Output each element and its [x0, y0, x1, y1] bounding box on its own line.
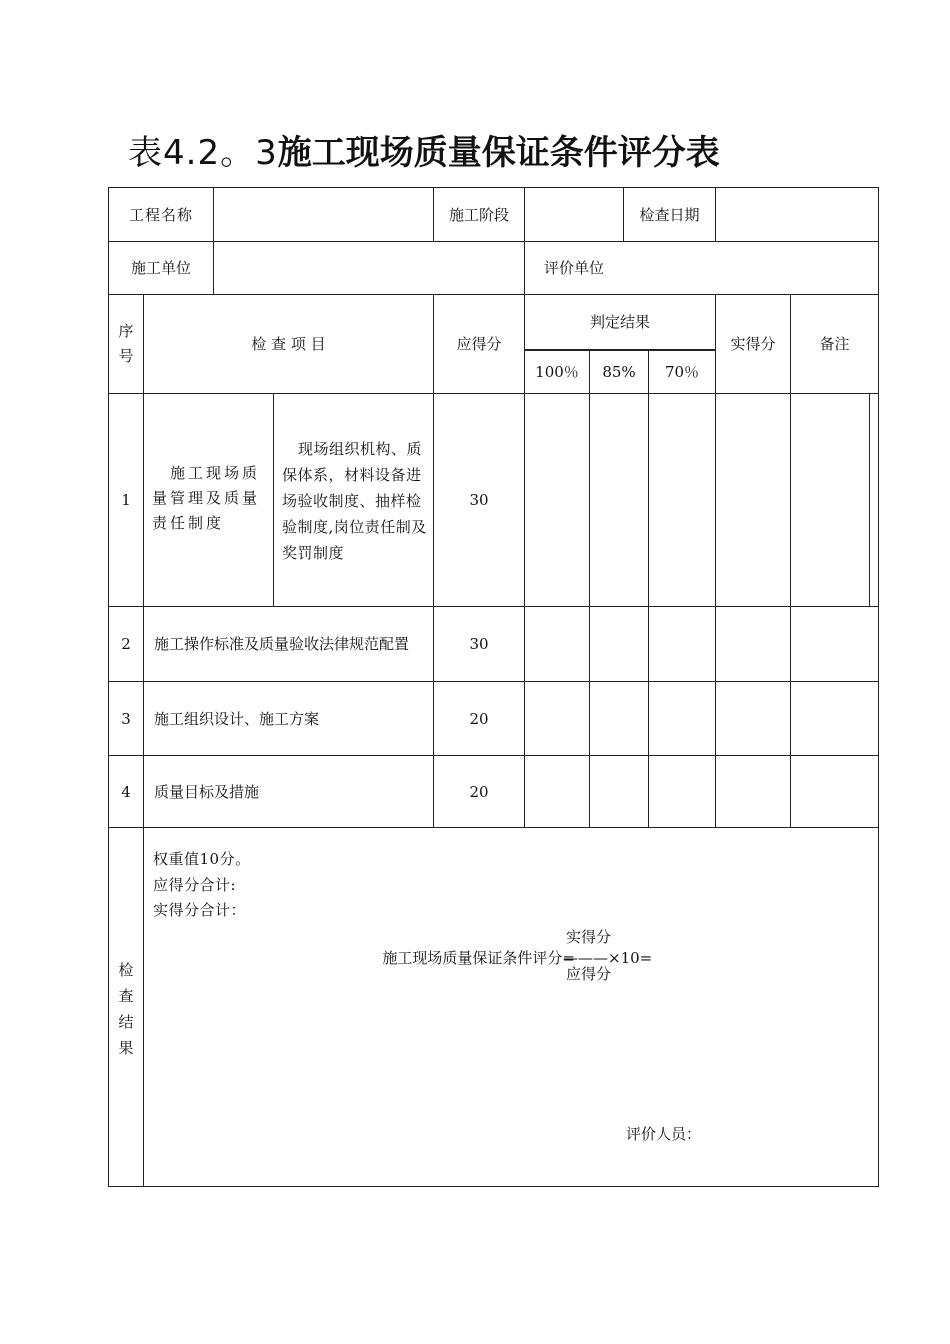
col-actual-score: 实得分: [730, 335, 776, 353]
table-line: [273, 393, 274, 606]
project-name-label: 工程名称: [128, 205, 193, 224]
result-actual-total: 实得分合计：: [153, 901, 247, 919]
result-should-total: 应得分合计:: [153, 876, 237, 894]
stage-value: [525, 188, 623, 241]
result-weight: 权重值10分。: [153, 850, 251, 868]
check-date-label: 检查日期: [639, 205, 700, 224]
title-prefix: 表4.2。3: [128, 133, 278, 173]
row-3-item: 施工组织设计、施工方案: [154, 709, 320, 728]
col-85: 85%: [602, 363, 636, 381]
row-1-item: 施工现场质量管理及质量责任制度: [152, 464, 261, 532]
row-4-seq: 4: [121, 782, 131, 801]
col-remark: 备注: [819, 335, 850, 353]
row-1-seq: 1: [121, 491, 131, 509]
col-should-score: 应得分: [456, 335, 502, 353]
table-line: [878, 187, 879, 1187]
table-line: [108, 827, 879, 828]
unit-value: [214, 242, 524, 294]
evaluator-label: 评价人员：: [626, 1125, 702, 1143]
row-1-detail: 现场组织机构、质保体系，材料设备进场验收制度、抽样检验制度,岗位责任制及奖罚制度: [282, 440, 427, 562]
eval-unit-value: [624, 242, 878, 294]
col-100: 100％: [535, 363, 579, 381]
col-seq: 序号: [118, 322, 134, 365]
formula-denominator: 应得分: [566, 965, 612, 983]
row-2-seq: 2: [121, 635, 131, 653]
formula-numerator: 实得分: [566, 928, 612, 946]
row-2-score: 30: [469, 635, 489, 653]
row-4-score: 20: [469, 782, 489, 801]
col-70: 70％: [664, 363, 700, 381]
col-item: 检 查 项 目: [251, 335, 326, 353]
row-1-score: 30: [469, 491, 489, 509]
col-judgement: 判定结果: [589, 313, 650, 331]
table-line: [589, 349, 590, 827]
table-line: [108, 1186, 879, 1187]
formula-left: 施工现场质量保证条件评分=: [382, 949, 575, 967]
result-label: 检查结果: [118, 961, 134, 1057]
row-3-seq: 3: [121, 709, 131, 728]
unit-label: 施工单位: [130, 259, 191, 277]
table-line: [648, 349, 649, 827]
stage-label: 施工阶段: [448, 205, 509, 224]
eval-unit-label: 评价单位: [543, 259, 604, 277]
page-title: [128, 132, 720, 174]
row-4-item: 质量目标及措施: [154, 782, 260, 801]
row-3-score: 20: [469, 709, 489, 728]
check-date-value: [716, 188, 878, 241]
title-main: 施工现场质量保证条件评分表: [277, 133, 720, 173]
formula-dash: ———×10=: [563, 949, 653, 967]
row-2-item: 施工操作标准及质量验收法律规范配置: [154, 634, 410, 653]
project-name-value: [214, 188, 433, 241]
table-line: [869, 393, 870, 606]
